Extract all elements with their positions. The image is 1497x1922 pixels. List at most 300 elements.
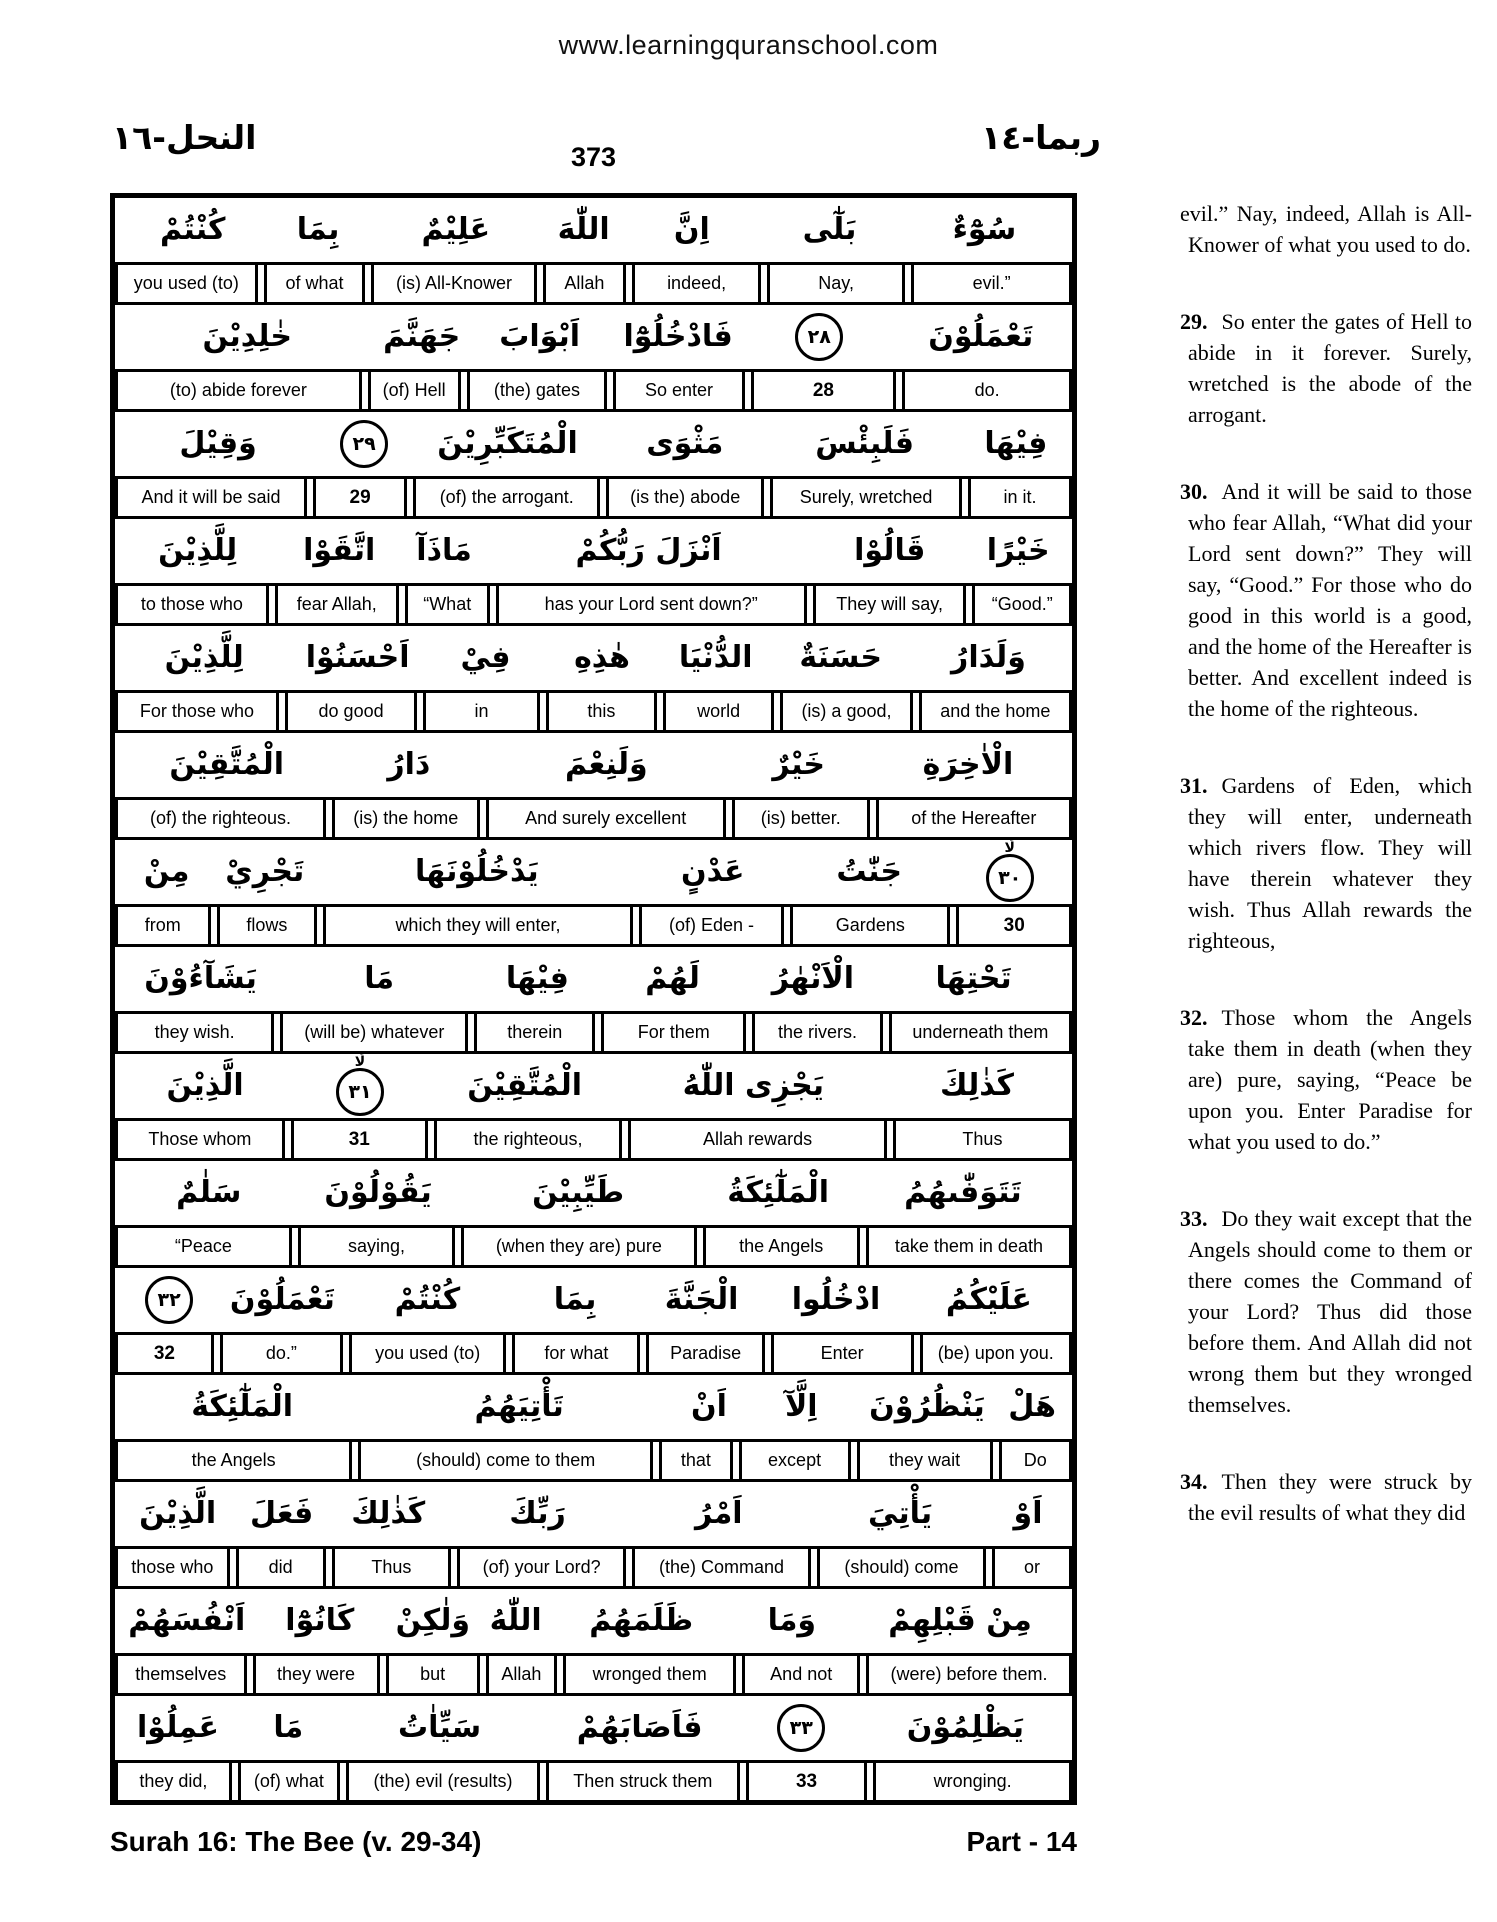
word-translation: of the Hereafter bbox=[876, 800, 1072, 837]
word-translation: they wait bbox=[857, 1442, 993, 1479]
arabic-word-cell bbox=[509, 1282, 641, 1317]
table-row bbox=[115, 733, 1072, 840]
arabic-word: فَلَبِئْسَ bbox=[815, 426, 915, 461]
arabic-word-cell bbox=[766, 426, 964, 461]
arabic-word-cell bbox=[909, 640, 1068, 675]
arabic-word: جَنّٰتُ bbox=[836, 854, 902, 889]
table-row bbox=[115, 1589, 1072, 1696]
arabic-word-cell bbox=[119, 961, 282, 996]
arabic-word: اتَّقَوْا bbox=[303, 533, 376, 568]
arabic-word: جَهَنَّمَ bbox=[383, 319, 461, 354]
arabic-word-cell bbox=[119, 1710, 237, 1745]
word-translation: Paradise bbox=[646, 1335, 764, 1372]
english-row bbox=[115, 1225, 1072, 1268]
verse-number-label: 28 bbox=[751, 372, 897, 409]
arabic-word: قَالُوْا bbox=[854, 533, 926, 568]
arabic-row bbox=[115, 947, 1072, 1011]
word-translation: of what bbox=[264, 265, 366, 302]
arabic-word: الْمَلٰٓئِكَةُ bbox=[191, 1389, 294, 1424]
table-row bbox=[115, 1054, 1072, 1161]
verse-number-circle bbox=[745, 313, 894, 361]
arabic-word-cell bbox=[237, 1710, 340, 1745]
word-translation: “Good.” bbox=[972, 586, 1072, 623]
arabic-word: فِيْ bbox=[460, 640, 511, 675]
english-row bbox=[115, 1011, 1072, 1054]
arabic-word: الْمُتَّقِيْنَ bbox=[169, 747, 285, 782]
word-translation: (the) Command bbox=[632, 1549, 811, 1586]
arabic-word: تَعْمَلُوْنَ bbox=[229, 1282, 335, 1317]
arabic-word: خَيْرٌ bbox=[772, 747, 825, 782]
arabic-word-cell bbox=[811, 533, 968, 568]
word-translation: (were) before them. bbox=[866, 1656, 1072, 1693]
arabic-word: تَتَوَفّٰىهُمُ bbox=[904, 1175, 1022, 1210]
arabic-word-cell bbox=[481, 1603, 551, 1638]
word-translation: For them bbox=[601, 1014, 746, 1051]
word-translation: So enter bbox=[613, 372, 744, 409]
arabic-word: الَّذِيْنَ bbox=[139, 1496, 217, 1531]
arabic-word-cell bbox=[119, 1389, 365, 1424]
word-translation: flows bbox=[217, 907, 318, 944]
arabic-row bbox=[115, 519, 1072, 583]
arabic-word: اَحْسَنُوْا bbox=[305, 640, 410, 675]
verse-number-label: 31 bbox=[291, 1121, 428, 1158]
word-translation: take them in death bbox=[866, 1228, 1072, 1265]
arabic-word-cell bbox=[551, 1603, 732, 1638]
verse-circle-number: ٢٨ bbox=[795, 313, 843, 361]
arabic-row bbox=[115, 840, 1072, 904]
word-translation: for what bbox=[512, 1335, 640, 1372]
word-translation: (of) your Lord? bbox=[457, 1549, 626, 1586]
arabic-word-cell bbox=[299, 1175, 458, 1210]
arabic-row bbox=[115, 412, 1072, 476]
english-row bbox=[115, 1653, 1072, 1696]
english-row bbox=[115, 476, 1072, 519]
translation-column bbox=[1180, 198, 1472, 1574]
arabic-word-cell bbox=[411, 426, 604, 461]
arabic-word: الْمُتَكَبِّرِيْنَ bbox=[437, 426, 578, 461]
site-url: www.learningquranschool.com bbox=[558, 30, 939, 60]
arabic-word: عَمِلُوْا bbox=[137, 1710, 219, 1745]
arabic-word-cell bbox=[879, 961, 1068, 996]
arabic-word: بَلٰٓى bbox=[802, 212, 857, 247]
word-translation: And not bbox=[742, 1656, 860, 1693]
word-translation: (should) come to them bbox=[358, 1442, 653, 1479]
verse-number: 30. bbox=[1180, 479, 1208, 504]
arabic-word-cell bbox=[858, 1389, 997, 1424]
word-translation: (to) abide forever bbox=[115, 372, 362, 409]
arabic-word: اللّٰهَ bbox=[557, 212, 610, 247]
arabic-word: الْمُتَّقِيْنَ bbox=[467, 1068, 583, 1103]
table-row bbox=[115, 1375, 1072, 1482]
arabic-word-cell bbox=[639, 854, 787, 889]
arabic-word-cell bbox=[402, 533, 486, 568]
verse-number-circle bbox=[317, 420, 411, 468]
arabic-word-cell bbox=[289, 640, 425, 675]
arabic-word-cell bbox=[659, 640, 773, 675]
footer-part-info: Part - 14 bbox=[966, 1826, 1077, 1857]
word-translation: the rivers. bbox=[752, 1014, 883, 1051]
arabic-word-cell bbox=[219, 1282, 346, 1317]
arabic-word: اَنْفُسَهُمْ bbox=[128, 1603, 246, 1638]
word-translation: Thus bbox=[332, 1549, 452, 1586]
stop-mark-laa: لَا bbox=[354, 1053, 366, 1070]
word-translation: (of) Eden - bbox=[639, 907, 784, 944]
arabic-word-cell bbox=[458, 1175, 699, 1210]
arabic-word: تَحْتِهَا bbox=[935, 961, 1012, 996]
arabic-word: اِلَّآ bbox=[784, 1389, 818, 1424]
arabic-word: فِيْهَا bbox=[505, 961, 569, 996]
arabic-word-cell bbox=[450, 1496, 626, 1531]
arabic-word-cell bbox=[214, 854, 315, 889]
arabic-word: طَيِّبِيْنَ bbox=[532, 1175, 625, 1210]
verse-number-label: 30 bbox=[956, 907, 1072, 944]
verse-circle-number: ٣٢ bbox=[145, 1276, 193, 1324]
verse-translation: evil.” Nay, indeed, Allah is All-Knower of what you used to do. bbox=[1180, 201, 1472, 257]
word-translation: except bbox=[739, 1442, 851, 1479]
arabic-word: مَثْوَى bbox=[646, 426, 724, 461]
word-translation: or bbox=[992, 1549, 1072, 1586]
arabic-word: فِيْهَا bbox=[984, 426, 1048, 461]
arabic-word: ظَلَمَهُمُ bbox=[589, 1603, 694, 1638]
page-header bbox=[110, 116, 1101, 182]
word-translation: indeed, bbox=[632, 265, 761, 302]
arabic-word: اِنَّ bbox=[673, 212, 710, 247]
word-translation: “Peace bbox=[115, 1228, 292, 1265]
arabic-word: كَذٰلِكَ bbox=[351, 1496, 426, 1531]
word-translation: (is) the home bbox=[332, 800, 480, 837]
arabic-word: هَلْ bbox=[1008, 1389, 1056, 1424]
arabic-word-cell bbox=[429, 1068, 621, 1103]
word-translation: has your Lord sent down?” bbox=[496, 586, 807, 623]
arabic-word-cell bbox=[119, 1068, 291, 1103]
word-translation: underneath them bbox=[889, 1014, 1072, 1051]
arabic-word-cell bbox=[385, 1603, 480, 1638]
word-translation: in it. bbox=[968, 479, 1072, 516]
arabic-word-cell bbox=[483, 747, 729, 782]
arabic-word: رَبِّكَ bbox=[509, 1496, 566, 1531]
word-translation: themselves bbox=[115, 1656, 247, 1693]
word-translation: fear Allah, bbox=[275, 586, 399, 623]
arabic-word: يَدْخُلُوْنَهَا bbox=[415, 854, 539, 889]
arabic-word-cell bbox=[119, 212, 267, 247]
table-row bbox=[115, 840, 1072, 947]
arabic-word-cell bbox=[542, 212, 626, 247]
english-row bbox=[115, 1118, 1072, 1161]
arabic-word-cell bbox=[747, 961, 880, 996]
word-translation: the righteous, bbox=[434, 1121, 622, 1158]
arabic-word: لَهُمْ bbox=[645, 961, 700, 996]
arabic-word: مِنْ bbox=[143, 854, 190, 889]
arabic-word-cell bbox=[625, 212, 758, 247]
arabic-word-cell bbox=[486, 533, 811, 568]
arabic-word: يَجْزِى اللّٰهُ bbox=[682, 1068, 825, 1103]
arabic-word: كَذٰلِكَ bbox=[940, 1068, 1015, 1103]
arabic-word: مَاذَآ bbox=[416, 533, 472, 568]
arabic-row bbox=[115, 1161, 1072, 1225]
arabic-word: يَنْظُرُوْنَ bbox=[869, 1389, 985, 1424]
word-translation: Gardens bbox=[790, 907, 950, 944]
word-translation: wronging. bbox=[873, 1763, 1072, 1800]
english-row bbox=[115, 797, 1072, 840]
verse-number: 31. bbox=[1180, 773, 1208, 798]
word-translation: evil.” bbox=[911, 265, 1072, 302]
verse-circle-number: ٢٩ bbox=[340, 420, 388, 468]
arabic-word-cell bbox=[863, 1710, 1068, 1745]
word-translation: they were bbox=[253, 1656, 380, 1693]
verse-circle-number: ٣١ bbox=[336, 1068, 384, 1116]
arabic-word: يَظْلِمُوْنَ bbox=[906, 1710, 1025, 1745]
arabic-word-cell bbox=[119, 640, 289, 675]
arabic-word-cell bbox=[119, 1496, 236, 1531]
word-translation: in bbox=[423, 693, 540, 730]
arabic-word-cell bbox=[119, 426, 317, 461]
arabic-word-cell bbox=[988, 1496, 1068, 1531]
arabic-word: هٰذِهِ bbox=[574, 640, 630, 675]
arabic-word-cell bbox=[119, 747, 334, 782]
word-translation: (be) upon you. bbox=[920, 1335, 1073, 1372]
word-translation: did bbox=[236, 1549, 326, 1586]
word-translation: you used (to) bbox=[115, 265, 258, 302]
arabic-word-cell bbox=[599, 961, 747, 996]
word-translation: that bbox=[659, 1442, 732, 1479]
word-translation: but bbox=[386, 1656, 480, 1693]
arabic-word-cell bbox=[604, 426, 766, 461]
arabic-word-cell bbox=[376, 319, 468, 354]
word-translation: (is) All-Knower bbox=[371, 265, 536, 302]
verse-number: 33. bbox=[1180, 1206, 1208, 1231]
word-translation: do.” bbox=[220, 1335, 343, 1372]
verse-translation: 29. So enter the gates of Hell to abide in it forever. Surely, wretched is the abode of the arrogant. bbox=[1180, 309, 1472, 427]
verse-number-label: 33 bbox=[746, 1763, 868, 1800]
table-row bbox=[115, 1161, 1072, 1268]
word-translation: And surely excellent bbox=[486, 800, 726, 837]
arabic-word: تَعْمَلُوْنَ bbox=[928, 319, 1034, 354]
verse-translation: 31. Gardens of Eden, which they will enter, underneath which rivers flow. They will have therein whatever they wish. Thus Allah rewards the righteous, bbox=[1180, 773, 1472, 953]
arabic-word: اَنْزَلَ رَبُّكُمْ bbox=[575, 533, 722, 568]
arabic-word: تَأْتِيَهُمُ bbox=[474, 1389, 564, 1424]
word-translation: (the) evil (results) bbox=[346, 1763, 540, 1800]
arabic-word: سُوْٓءٌ bbox=[952, 212, 1017, 247]
verse-number-label: 29 bbox=[313, 479, 407, 516]
word-translation: For those who bbox=[115, 693, 279, 730]
table-row bbox=[115, 305, 1072, 412]
word-translation: they wish. bbox=[115, 1014, 274, 1051]
english-row bbox=[115, 1332, 1072, 1375]
verse-number-label: 32 bbox=[115, 1335, 214, 1372]
arabic-word: اَبْوَابَ bbox=[499, 319, 581, 354]
english-row bbox=[115, 1439, 1072, 1482]
arabic-word: خَيْرًا bbox=[986, 533, 1050, 568]
table-row bbox=[115, 198, 1072, 305]
arabic-word: سَلٰمٌ bbox=[176, 1175, 242, 1210]
arabic-word: عَلَيْكُمُ bbox=[945, 1282, 1032, 1317]
word-translation: you used (to) bbox=[349, 1335, 506, 1372]
english-row bbox=[115, 369, 1072, 412]
word-translation: Allah bbox=[486, 1656, 557, 1693]
footer-surah-info: Surah 16: The Bee (v. 29-34) bbox=[110, 1826, 482, 1857]
word-translation: therein bbox=[474, 1014, 595, 1051]
arabic-word-cell bbox=[267, 212, 370, 247]
arabic-word-cell bbox=[370, 212, 542, 247]
arabic-word-cell bbox=[119, 1175, 299, 1210]
arabic-word-cell bbox=[968, 533, 1068, 568]
arabic-word: يَشَآءُوْنَ bbox=[144, 961, 257, 996]
arabic-word: لِلَّذِيْنَ bbox=[164, 640, 244, 675]
arabic-row bbox=[115, 1268, 1072, 1332]
word-translation: “What bbox=[405, 586, 490, 623]
arabic-word: مَا bbox=[273, 1710, 304, 1745]
verse-number-circle bbox=[291, 1053, 429, 1116]
arabic-word-cell bbox=[545, 640, 659, 675]
arabic-word: وَلٰكِنْ bbox=[395, 1603, 470, 1638]
table-row bbox=[115, 1482, 1072, 1589]
arabic-word-cell bbox=[426, 640, 545, 675]
word-translation: from bbox=[115, 907, 211, 944]
english-row bbox=[115, 690, 1072, 733]
arabic-word-cell bbox=[236, 1496, 327, 1531]
word-translation: (is the) abode bbox=[606, 479, 764, 516]
arabic-word: الْاٰخِرَةِ bbox=[922, 747, 1014, 782]
arabic-row bbox=[115, 198, 1072, 262]
arabic-word: عَدْنٍ bbox=[681, 854, 745, 889]
word-translation: Then struck them bbox=[546, 1763, 740, 1800]
verse-circle-number: ٣٣ bbox=[777, 1704, 825, 1752]
word-translation: Allah bbox=[543, 265, 626, 302]
word-translation: They will say, bbox=[813, 586, 967, 623]
word-translation: do good bbox=[285, 693, 417, 730]
word-translation: Do bbox=[999, 1442, 1072, 1479]
verse-number: 29. bbox=[1180, 309, 1208, 334]
arabic-row bbox=[115, 733, 1072, 797]
arabic-word: سَيِّاٰتُ bbox=[398, 1710, 482, 1745]
arabic-word: وَمَا bbox=[767, 1603, 817, 1638]
arabic-word-cell bbox=[729, 747, 868, 782]
arabic-row bbox=[115, 305, 1072, 369]
arabic-word: فَادْخُلُوْٓا bbox=[623, 319, 733, 354]
word-translation: (of) what bbox=[238, 1763, 340, 1800]
arabic-word: اللّٰهُ bbox=[489, 1603, 542, 1638]
word-translation: (of) the righteous. bbox=[115, 800, 326, 837]
arabic-word: كَانُوْٓا bbox=[285, 1603, 355, 1638]
english-row bbox=[115, 583, 1072, 626]
verse-number-circle bbox=[119, 1276, 219, 1324]
english-row bbox=[115, 1760, 1072, 1800]
arabic-word-cell bbox=[119, 854, 214, 889]
word-translation: the Angels bbox=[703, 1228, 860, 1265]
word-translation: (when they are) pure bbox=[461, 1228, 696, 1265]
arabic-word-cell bbox=[334, 747, 483, 782]
word-translation: (the) gates bbox=[467, 372, 608, 409]
verse-number: 32. bbox=[1180, 1005, 1208, 1030]
arabic-word: بِمَا bbox=[553, 1282, 597, 1317]
surah-name-arabic: النحل-١٦ bbox=[112, 118, 257, 157]
word-translation: (is) better. bbox=[732, 800, 870, 837]
word-translation: (is) a good, bbox=[780, 693, 912, 730]
word-translation: this bbox=[546, 693, 657, 730]
arabic-word-cell bbox=[119, 319, 375, 354]
english-row bbox=[115, 904, 1072, 947]
verse-circle-number: ٣٠ bbox=[986, 854, 1034, 902]
arabic-word: اَمْرُ bbox=[695, 1496, 743, 1531]
arabic-word: دَارُ bbox=[387, 747, 431, 782]
verse-translation: 30. And it will be said to those who fear Allah, “What did your Lord sent down?” They will say, “Good.” For those who do good in this world is a good, and the home of the Hereafter is better. And excellent indeed is the home of the righteous. bbox=[1180, 479, 1472, 721]
arabic-word: وَلَدَارُ bbox=[951, 640, 1026, 675]
arabic-word-cell bbox=[858, 1175, 1068, 1210]
arabic-word-cell bbox=[255, 1603, 386, 1638]
arabic-word: يَأْتِيَ bbox=[867, 1496, 933, 1531]
arabic-word-cell bbox=[119, 533, 276, 568]
word-translation: (should) come bbox=[817, 1549, 986, 1586]
arabic-word-cell bbox=[468, 319, 612, 354]
page-number: 373 bbox=[570, 142, 617, 172]
arabic-word-cell bbox=[996, 1389, 1068, 1424]
word-translation: those who bbox=[115, 1549, 230, 1586]
arabic-word: تَجْرِيْ bbox=[225, 854, 305, 889]
verse-translation: 34. Then they were struck by the evil results of what they did bbox=[1180, 1469, 1472, 1525]
arabic-word-cell bbox=[626, 1496, 813, 1531]
arabic-word: الدُّنْيَا bbox=[678, 640, 753, 675]
arabic-word-cell bbox=[812, 1496, 988, 1531]
word-translation: which they will enter, bbox=[323, 907, 633, 944]
arabic-row bbox=[115, 1375, 1072, 1439]
arabic-word: اَنْ bbox=[690, 1389, 727, 1424]
word-translation: (of) the arrogant. bbox=[413, 479, 600, 516]
arabic-word-cell bbox=[641, 1282, 762, 1317]
arabic-word-cell bbox=[673, 1389, 745, 1424]
arabic-word: لِلَّذِيْنَ bbox=[158, 533, 238, 568]
arabic-word: وَقِيْلَ bbox=[179, 426, 257, 461]
word-translation: to those who bbox=[115, 586, 269, 623]
arabic-word-cell bbox=[787, 854, 951, 889]
word-translation: Those whom bbox=[115, 1121, 285, 1158]
word-translation: Thus bbox=[893, 1121, 1072, 1158]
verse-translation: 33. Do they wait except that the Angels should come to them or there comes the Command of your Lord? Thus did those before them. And Allah did not wrong them but they wronged themselves. bbox=[1180, 1206, 1472, 1417]
word-translation: do. bbox=[902, 372, 1072, 409]
arabic-word: وَلَنِعْمَ bbox=[565, 747, 648, 782]
verse-number-circle bbox=[951, 839, 1068, 902]
arabic-word-cell bbox=[901, 212, 1068, 247]
arabic-word-cell bbox=[894, 319, 1068, 354]
arabic-word: الَّذِيْنَ bbox=[166, 1068, 244, 1103]
arabic-word: الْاَنْهٰرُ bbox=[771, 961, 855, 996]
word-translation: world bbox=[663, 693, 774, 730]
arabic-word-cell bbox=[699, 1175, 858, 1210]
arabic-word-cell bbox=[773, 640, 909, 675]
table-row bbox=[115, 519, 1072, 626]
arabic-word: مَا bbox=[364, 961, 395, 996]
arabic-word-cell bbox=[732, 1603, 853, 1638]
arabic-word: الْجَنَّةَ bbox=[664, 1282, 739, 1317]
arabic-word: عَلِيْمٌ bbox=[421, 212, 491, 247]
word-translation: they did, bbox=[115, 1763, 232, 1800]
arabic-row bbox=[115, 1482, 1072, 1546]
english-row bbox=[115, 262, 1072, 305]
word-translation: Nay, bbox=[767, 265, 905, 302]
arabic-word: مِنْ قَبْلِهِمْ bbox=[888, 1603, 1032, 1638]
word-translation: saying, bbox=[298, 1228, 455, 1265]
arabic-word-cell bbox=[540, 1710, 740, 1745]
arabic-word-cell bbox=[886, 1068, 1068, 1103]
word-translation: (of) Hell bbox=[368, 372, 461, 409]
word-translation: and the home bbox=[919, 693, 1072, 730]
arabic-row bbox=[115, 1696, 1072, 1760]
arabic-row bbox=[115, 1589, 1072, 1653]
word-translation: Allah rewards bbox=[628, 1121, 887, 1158]
stop-mark-laa: لَا bbox=[1004, 839, 1015, 856]
arabic-word: بِمَا bbox=[296, 212, 340, 247]
word-translation: (will be) whatever bbox=[280, 1014, 468, 1051]
arabic-word-cell bbox=[762, 1282, 910, 1317]
